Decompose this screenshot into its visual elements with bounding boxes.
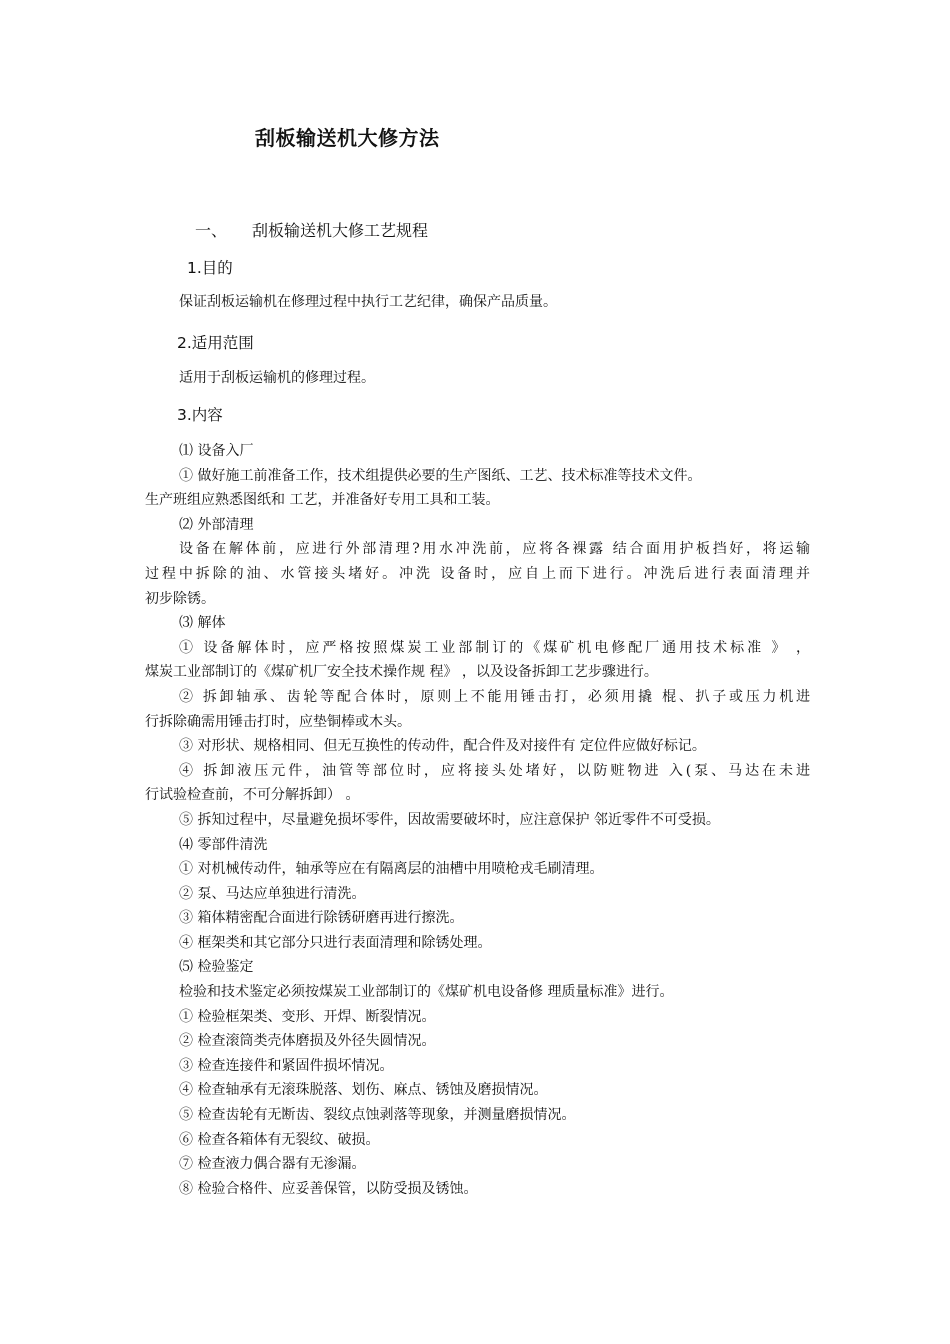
paragraph-line: ④ 拆卸液压元件，油管等部位时，应将接头处堵好，以防赃物进 入(泵、马达在未进 xyxy=(179,762,810,779)
subsection-heading: ⑸ 检验鉴定 xyxy=(179,959,254,976)
scope-text-block xyxy=(145,366,810,391)
list-item: ③ 箱体精密配合面进行除锈研磨再进行擦洗。 xyxy=(179,910,464,927)
paragraph-line: 生产班组应熟悉图纸和 工艺，并准备好专用工具和工装。 xyxy=(145,492,500,509)
subsection-heading: ⑶ 解体 xyxy=(179,615,226,632)
list-item: ⑥ 检查各箱体有无裂纹、破损。 xyxy=(179,1131,380,1148)
list-item: ② 检查滚筒类壳体磨损及外径失圆情况。 xyxy=(179,1033,436,1050)
paragraph-line: ① 设备解体时，应严格按照煤炭工业部制订的《煤矿机电修配厂通用技术标准 》 ， xyxy=(179,639,810,656)
purpose-heading: 1.目的 xyxy=(187,259,233,277)
list-item: ① 对机械传动件，轴承等应在有隔离层的油槽中用喷枪戎毛刷清理。 xyxy=(179,861,604,878)
subsection-heading: ⑷ 零部件清洗 xyxy=(179,836,268,853)
paragraph-line: ② 拆卸轴承、齿轮等配合体时，原则上不能用锤击打，必须用撬 棍、扒子或压力机进 xyxy=(179,688,810,705)
list-item: ④ 检查轴承有无滚珠脱落、划伤、麻点、锈蚀及磨损情况。 xyxy=(179,1082,548,1099)
paragraph-line: ⑤ 拆知过程中，尽量避免损坏零件，因故需要破坏时，应注意保护 邻近零件不可受损。 xyxy=(179,811,720,828)
paragraph-line: 行试验检查前，不可分解拆卸） 。 xyxy=(145,787,360,804)
list-item: ③ 检查连接件和紧固件损坏情况。 xyxy=(179,1057,394,1074)
content-body xyxy=(145,439,810,1201)
paragraph-line: ① 做好施工前准备工作，技术组提供必要的生产图纸、工艺、技术标准等技术文件。 xyxy=(179,467,702,484)
purpose-text-block xyxy=(145,290,810,315)
section-number: 一、 xyxy=(195,221,228,240)
paragraph-line: ③ 对形状、规格相同、但无互换性的传动件，配合件及对接件有 定位件应做好标记。 xyxy=(179,738,706,755)
subsection-heading: ⑴ 设备入厂 xyxy=(179,443,254,459)
paragraph-line: 过程中拆除的油、水管接头堵好。冲洗 设备时，应自上而下进行。冲洗后进行表面清理并 xyxy=(145,565,810,582)
subsection-heading: ⑵ 外部清理 xyxy=(179,516,254,533)
scope-text: 适用于刮板运输机的修理过程。 xyxy=(179,370,375,386)
document-title: 刮板输送机大修方法 xyxy=(255,126,440,150)
paragraph-line: 行拆除确需用锤击打时，应垫铜棒或木头。 xyxy=(145,713,411,730)
list-item: ⑦ 检查液力偶合器有无渗漏。 xyxy=(179,1156,366,1173)
paragraph-line: 煤炭工业部制订的《煤矿机厂安全技术操作规 程》 ，以及设备拆卸工艺步骤进行。 xyxy=(145,664,658,681)
paragraph-line: 设备在解体前，应进行外部清理?用水冲洗前，应将各裸露 结合面用护板挡好，将运输 xyxy=(179,541,810,558)
list-item: ⑧ 检验合格件、应妥善保管，以防受损及锈蚀。 xyxy=(179,1180,478,1197)
paragraph-line: 检验和技术鉴定必须按煤炭工业部制订的《煤矿机电设备修 理质量标准》进行。 xyxy=(179,984,674,1001)
purpose-text: 保证刮板运输机在修理过程中执行工艺纪律，确保产品质量。 xyxy=(179,294,557,310)
list-item: ④ 框架类和其它部分只进行表面清理和除锈处理。 xyxy=(179,934,492,951)
paragraph-line: 初步除锈。 xyxy=(145,590,215,607)
content-heading: 3.内容 xyxy=(177,406,223,424)
scope-heading: 2.适用范围 xyxy=(177,334,254,352)
list-item: ① 检验框架类、变形、开焊、断裂情况。 xyxy=(179,1008,436,1025)
list-item: ⑤ 检查齿轮有无断齿、裂纹点蚀剥落等现象，并测量磨损情况。 xyxy=(179,1107,576,1124)
section-title: 刮板输送机大修工艺规程 xyxy=(252,221,429,240)
list-item: ② 泵、马达应单独进行清洗。 xyxy=(179,885,366,902)
